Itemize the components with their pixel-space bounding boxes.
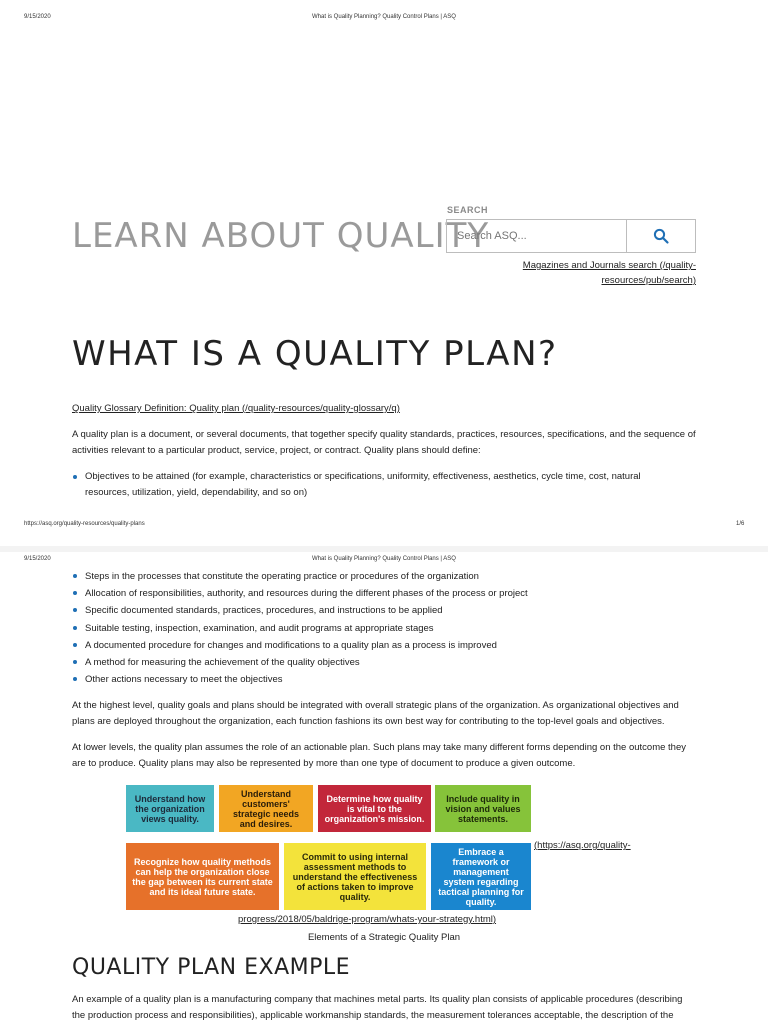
page-break <box>0 546 768 552</box>
figure-box-assessment: Commit to using internal assessment methods to understand the effectiveness of actions taken to improve quality. <box>284 843 426 910</box>
list-item: A method for measuring the achievement of the quality objectives <box>72 654 702 671</box>
print-page-number: 1/6 <box>736 521 745 527</box>
list-item: Specific documented standards, practices, procedures, and instructions to be applied <box>72 602 702 619</box>
quality-plan-example-heading: QUALITY PLAN EXAMPLE <box>72 955 351 980</box>
figure-box-framework: Embrace a framework or management system regarding tactical planning for quality. <box>431 843 531 910</box>
figure-box-customer-needs: Understand customers' strategic needs and desires. <box>219 785 313 832</box>
list-item: Allocation of responsibilities, authority, and resources during the different phases of the process or project <box>72 585 702 602</box>
paragraph-highest-level: At the highest level, quality goals and plans should be integrated with overall strategic plans of the organization. As organizational objectives and plans are deployed throughout the organization, each function fashions its own best way for contributing to the top-level goals and objectives. <box>72 700 679 727</box>
figure-box-understand-quality: Understand how the organization views quality. <box>126 785 214 832</box>
list-item: Suitable testing, inspection, examination, and audit programs at appropriate stages <box>72 620 702 637</box>
bullet-list-page1 <box>72 469 672 501</box>
learn-about-quality-heading: LEARN ABOUT QUALITY <box>72 216 490 256</box>
intro-paragraph: A quality plan is a document, or several documents, that together specify quality standards, practices, resources, specifications, and the sequence of activities relevant to a particular product, service, project, or contract. Quality plans should define: <box>72 429 696 456</box>
list-item: Objectives to be attained (for example, characteristics or specifications, uniformity, effectiveness, aesthetics, cycle time, cost, natural resources, utilization, yield, dependability, and so on) <box>72 469 672 501</box>
search-icon <box>653 228 669 244</box>
search-button[interactable] <box>626 220 695 252</box>
page-title: WHAT IS A QUALITY PLAN? <box>72 334 558 374</box>
print-footer-url: https://asq.org/quality-resources/quality-plans <box>24 521 145 527</box>
figure-caption: Elements of a Strategic Quality Plan <box>307 932 461 943</box>
glossary-link[interactable]: Quality Glossary Definition: Quality plan (/quality-resources/quality-glossary/q) <box>72 403 400 414</box>
print-date-2: 9/15/2020 <box>24 556 51 562</box>
print-title-2: What is Quality Planning? Quality Control Plans | ASQ <box>312 556 456 562</box>
figure-source-link-part2[interactable]: progress/2018/05/baldrige-program/whats-your-strategy.html) <box>238 914 497 925</box>
figure-box-mission: Determine how quality is vital to the organization's mission. <box>318 785 431 832</box>
bullet-list-page2 <box>72 568 702 688</box>
list-item: Other actions necessary to meet the objectives <box>72 671 702 688</box>
print-date: 9/15/2020 <box>24 14 51 20</box>
print-title: What is Quality Planning? Quality Control Plans | ASQ <box>312 14 456 20</box>
paragraph-lower-level: At lower levels, the quality plan assumes the role of an actionable plan. Such plans may take many different forms depending on the outcome they are to produce. Quality plans may also be represented by more than one type of document to produce a given outcome. <box>72 742 686 769</box>
figure-source-link-part1[interactable]: (https://asq.org/quality- <box>534 840 631 851</box>
magazines-link-line1: Magazines and Journals search (/quality- <box>522 260 696 271</box>
figure-box-vision-values: Include quality in vision and values statements. <box>435 785 531 832</box>
search-box <box>446 219 696 253</box>
magazines-journals-search-link[interactable] <box>446 258 696 288</box>
search-label: SEARCH <box>447 205 489 215</box>
figure-box-close-gap: Recognize how quality methods can help the organization close the gap between its current state and its ideal future state. <box>126 843 279 910</box>
magazines-link-line2: resources/pub/search) <box>601 275 696 286</box>
list-item: A documented procedure for changes and modifications to a quality plan as a process is improved <box>72 637 702 654</box>
search-input[interactable] <box>447 220 626 252</box>
example-paragraph: An example of a quality plan is a manufacturing company that machines metal parts. Its quality plan consists of applicable procedures (describing the production process and responsibilities), applicable workmanship standards, the measurement tolerances acceptable, the description of the <box>72 994 683 1021</box>
list-item: Steps in the processes that constitute the operating practice or procedures of the organization <box>72 568 702 585</box>
